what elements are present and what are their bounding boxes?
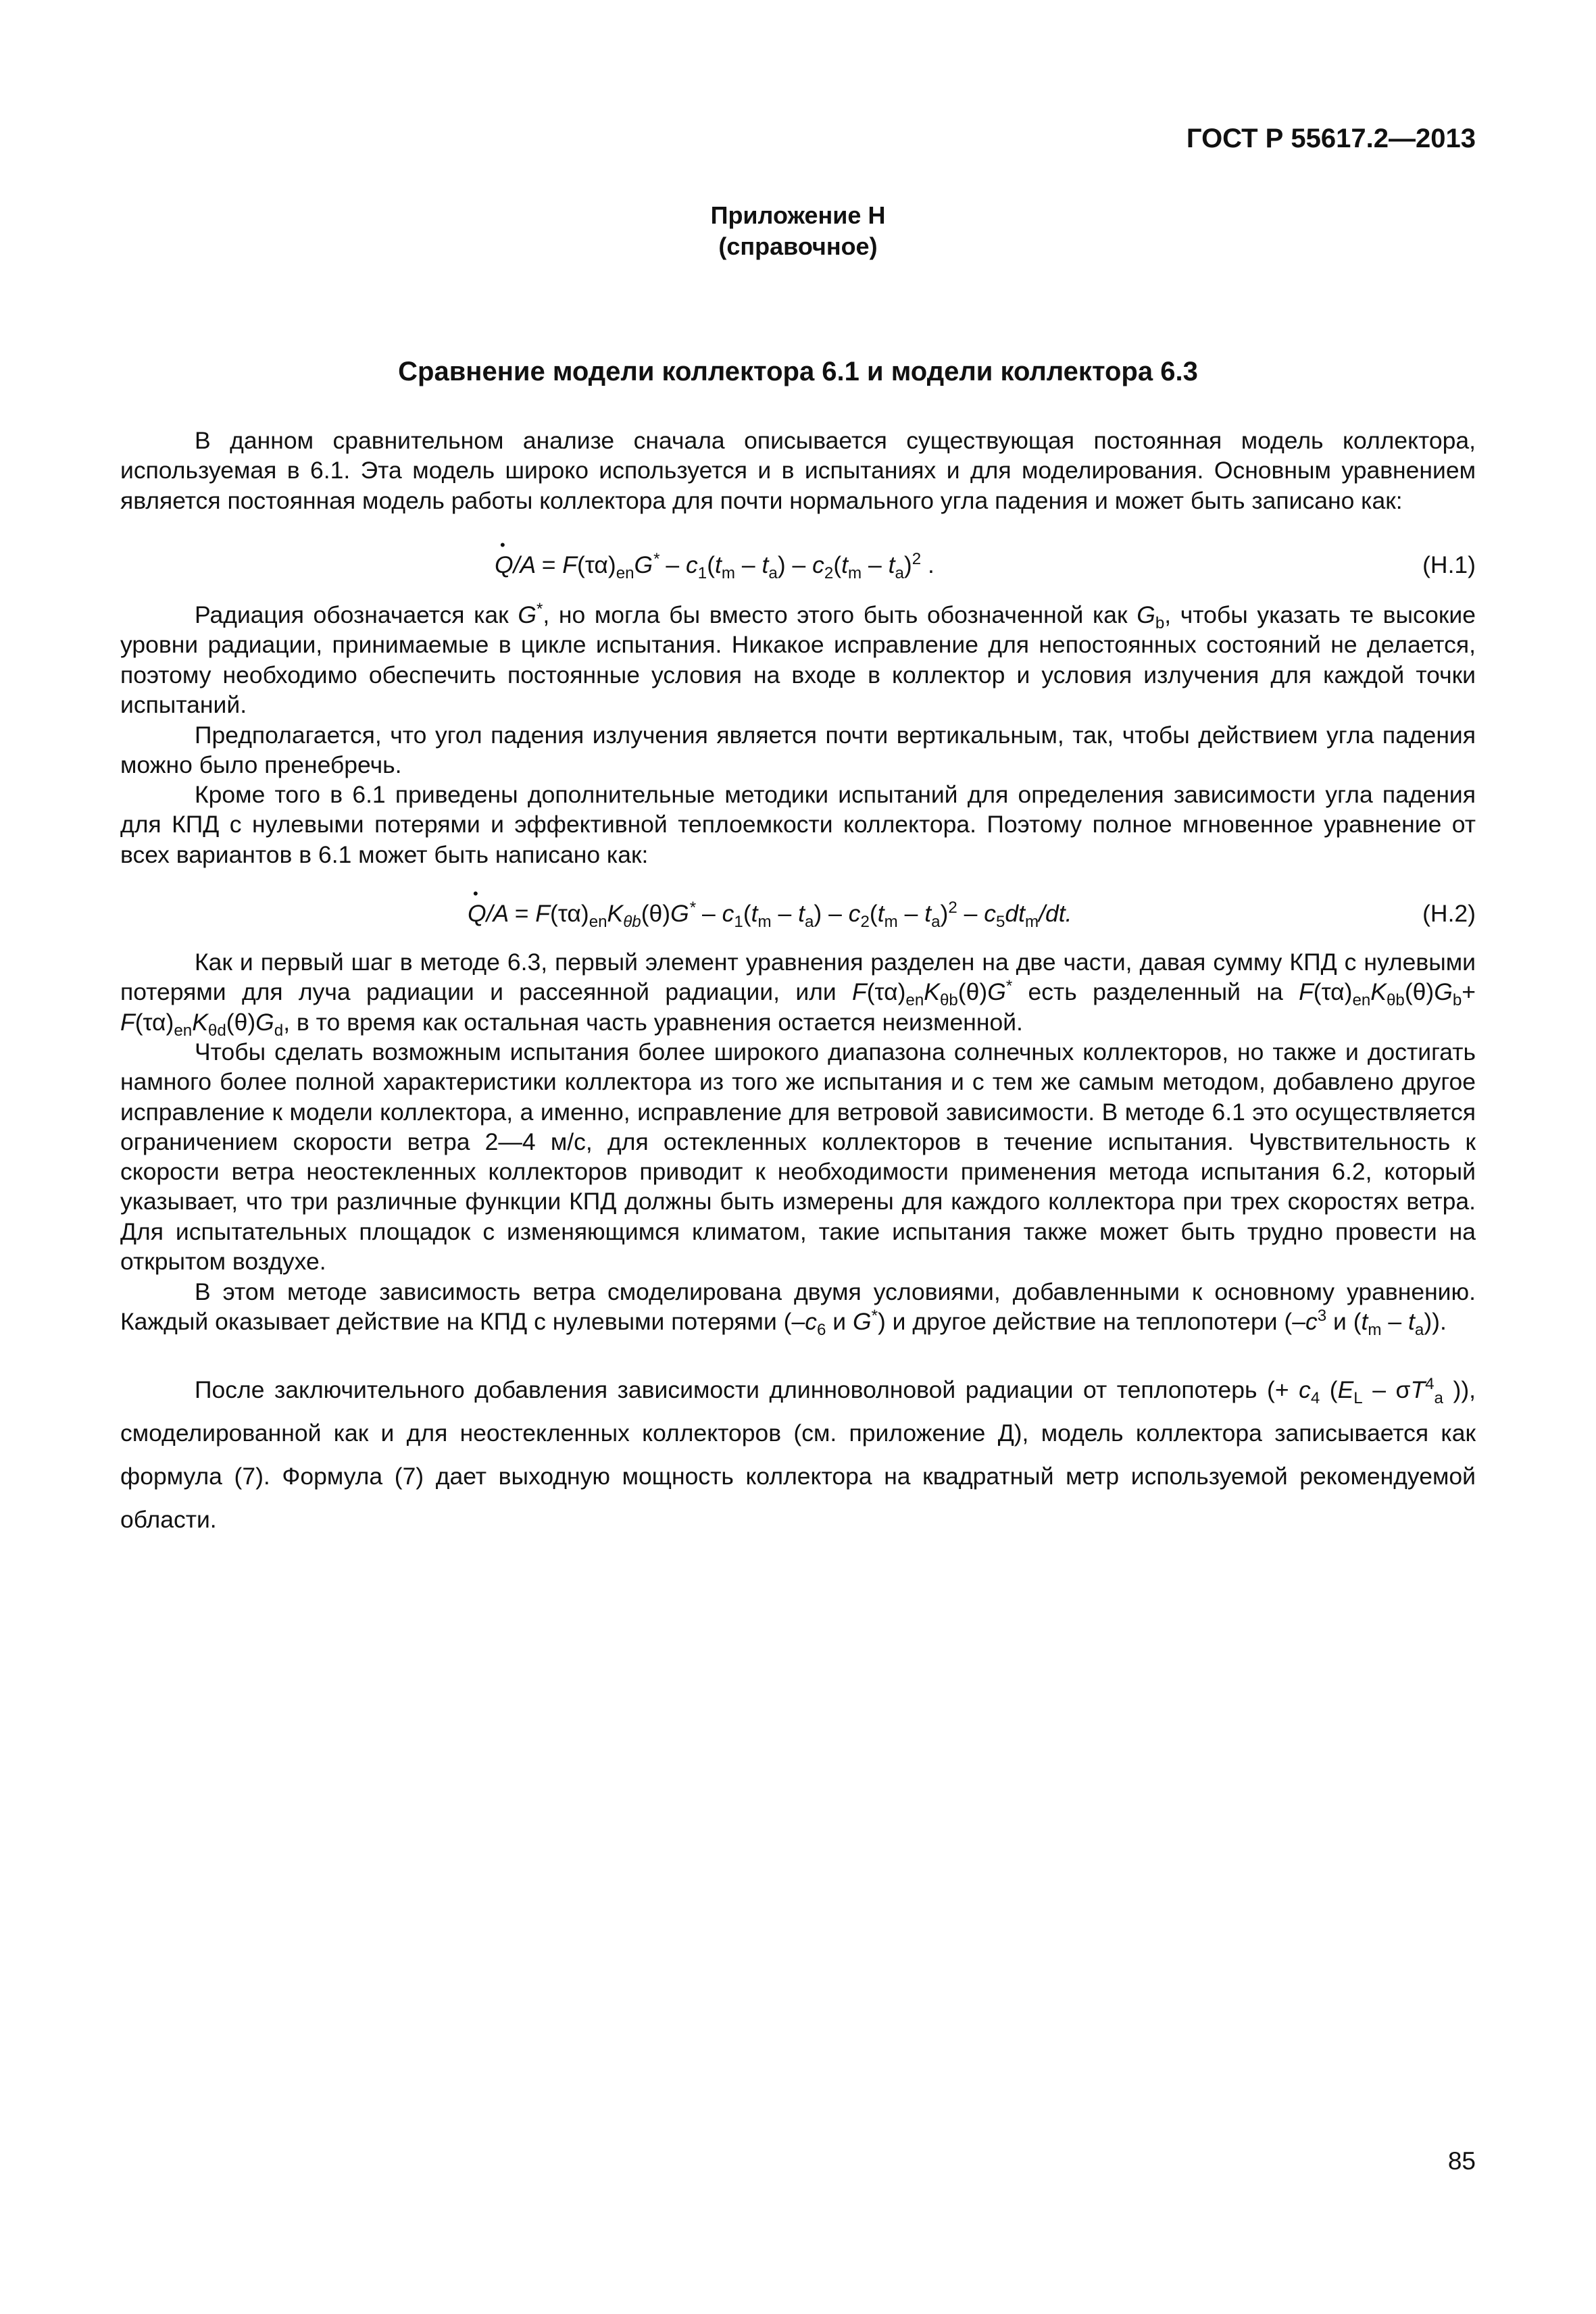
paragraph-6 <box>120 1037 1476 1276</box>
formula-h1-number: (H.1) <box>1422 551 1476 578</box>
paragraph-5 <box>120 947 1476 1040</box>
paragraph-7 <box>120 1277 1476 1340</box>
formula-h1 <box>120 536 1476 585</box>
paragraph-4 <box>120 780 1476 870</box>
paragraph-4-text: Кроме того в 6.1 приведены дополнительные методики испытаний для определения зависимости угла падения для КПД с нулевыми потерями и эффективной теплоемкости коллектора. Поэтому полное мгновенное уравнение от всех вариантов в 6.1 может быть написано как: <box>120 781 1476 868</box>
paragraph-8-text: После заключительного добавления зависимости длинноволновой радиации от теплопотерь (+ $c_4$ ($E_L - \sigma T^4_a$ )), смоделированной как и для неостекленных коллекторов (см. приложение Д), модель коллектора записывается как формула (7). Формула (7) дает выходную мощность коллектора на квадратный метр используемой рекомендуемой области. <box>120 1375 1476 1533</box>
formula-h2 <box>120 885 1476 934</box>
annex-status: (справочное) <box>718 232 878 260</box>
formula-h1-expression: $Q/A = F(\tau\alpha)_{en}G^* - c_1(t_m - t_a) - c_2(t_m - t_a)^2$ . <box>495 550 934 583</box>
page-number: 85 <box>1447 2147 1476 2175</box>
section-title: Сравнение модели коллектора 6.1 и модели коллектора 6.3 <box>398 357 1198 386</box>
paragraph-7-text: В этом методе зависимость ветра смоделирована двумя условиями, добавленными к основному уравнению. Каждый оказывает действие на КПД с нулевыми потерями ($-c_6$ и G*) и другое действие на теплопотери ($-c^3$ и $(t_m - t_a)$). <box>120 1278 1476 1340</box>
dot-accent: • <box>500 536 505 553</box>
dot-accent: • <box>473 885 478 902</box>
paragraph-6-text: Чтобы сделать возможным испытания более широкого диапазона солнечных коллекторов, но также и достигать намного более полной характеристики коллектора из того же испытания и с тем же самым методом, добавлено другое исправление к модели коллектора, а именно, исправление для ветровой зависимости. В методе 6.1 это осуществляется ограничением скорости ветра 2—4 м/с, для остекленных коллекторов в течение испытания. Чувствительность к скорости ветра неостекленных коллекторов приводит к необходимости применения метода испытания 6.2, который указывает, что три различные функции КПД должны быть измерены для каждого коллектора при трех скоростях ветра. Для испытательных площадок с изменяющимся климатом, такие испытания также может быть трудно провести на открытом воздухе. <box>120 1038 1476 1276</box>
formula-h2-expression: $Q/A = F(\tau\alpha)_{en}K_{\theta b}(\theta)G^* - c_1(t_m - t_a) - c_2(t_m - t_a)^2 - c_5dt_m/dt$. <box>468 899 1072 932</box>
paragraph-3 <box>120 720 1476 780</box>
standard-number: ГОСТ Р 55617.2—2013 <box>1186 124 1476 153</box>
formula-h2-number: (H.2) <box>1422 900 1476 927</box>
annex-title: Приложение Н <box>710 201 886 229</box>
paragraph-2 <box>120 600 1476 720</box>
paragraph-1-text: В данном сравнительном анализе сначала описывается существующая постоянная модель коллектора, используемая в 6.1. Эта модель широко используется и в испытаниях и для моделирования. Основным уравнением является постоянная модель работы коллектора для почти нормального угла падения и может быть записано как: <box>120 427 1476 514</box>
paragraph-2-text: Радиация обозначается как G*, но могла бы вместо этого быть обозначенной как $G_b$, чтобы указать те высокие уровни радиации, принимаемые в цикле испытания. Никакое исправление для непостоянных состояний не делается, поэтому необходимо обеспечить постоянные условия на входе в коллектор и условия излучения для каждой точки испытаний. <box>120 600 1476 718</box>
paragraph-3-text: Предполагается, что угол падения излучения является почти вертикальным, так, чтобы действием угла падения можно было пренебречь. <box>120 722 1476 779</box>
paragraph-1 <box>120 426 1476 515</box>
paragraph-5-text: Как и первый шаг в методе 6.3, первый элемент уравнения разделен на две части, давая сумму КПД с нулевыми потерями для луча радиации и рассеянной радиации, или $F(\tau\alpha)_{en}K_{\theta b}(\theta)G^*$ есть разделенный на $F(\tau\alpha)_{en}K_{\theta b}(\theta)G_b+ F(\tau\alpha)_{en}K_{\theta d}(\theta)G_d$, в то время как остальная часть уравнения остается неизменной. <box>120 949 1476 1040</box>
paragraph-8 <box>120 1368 1476 1541</box>
